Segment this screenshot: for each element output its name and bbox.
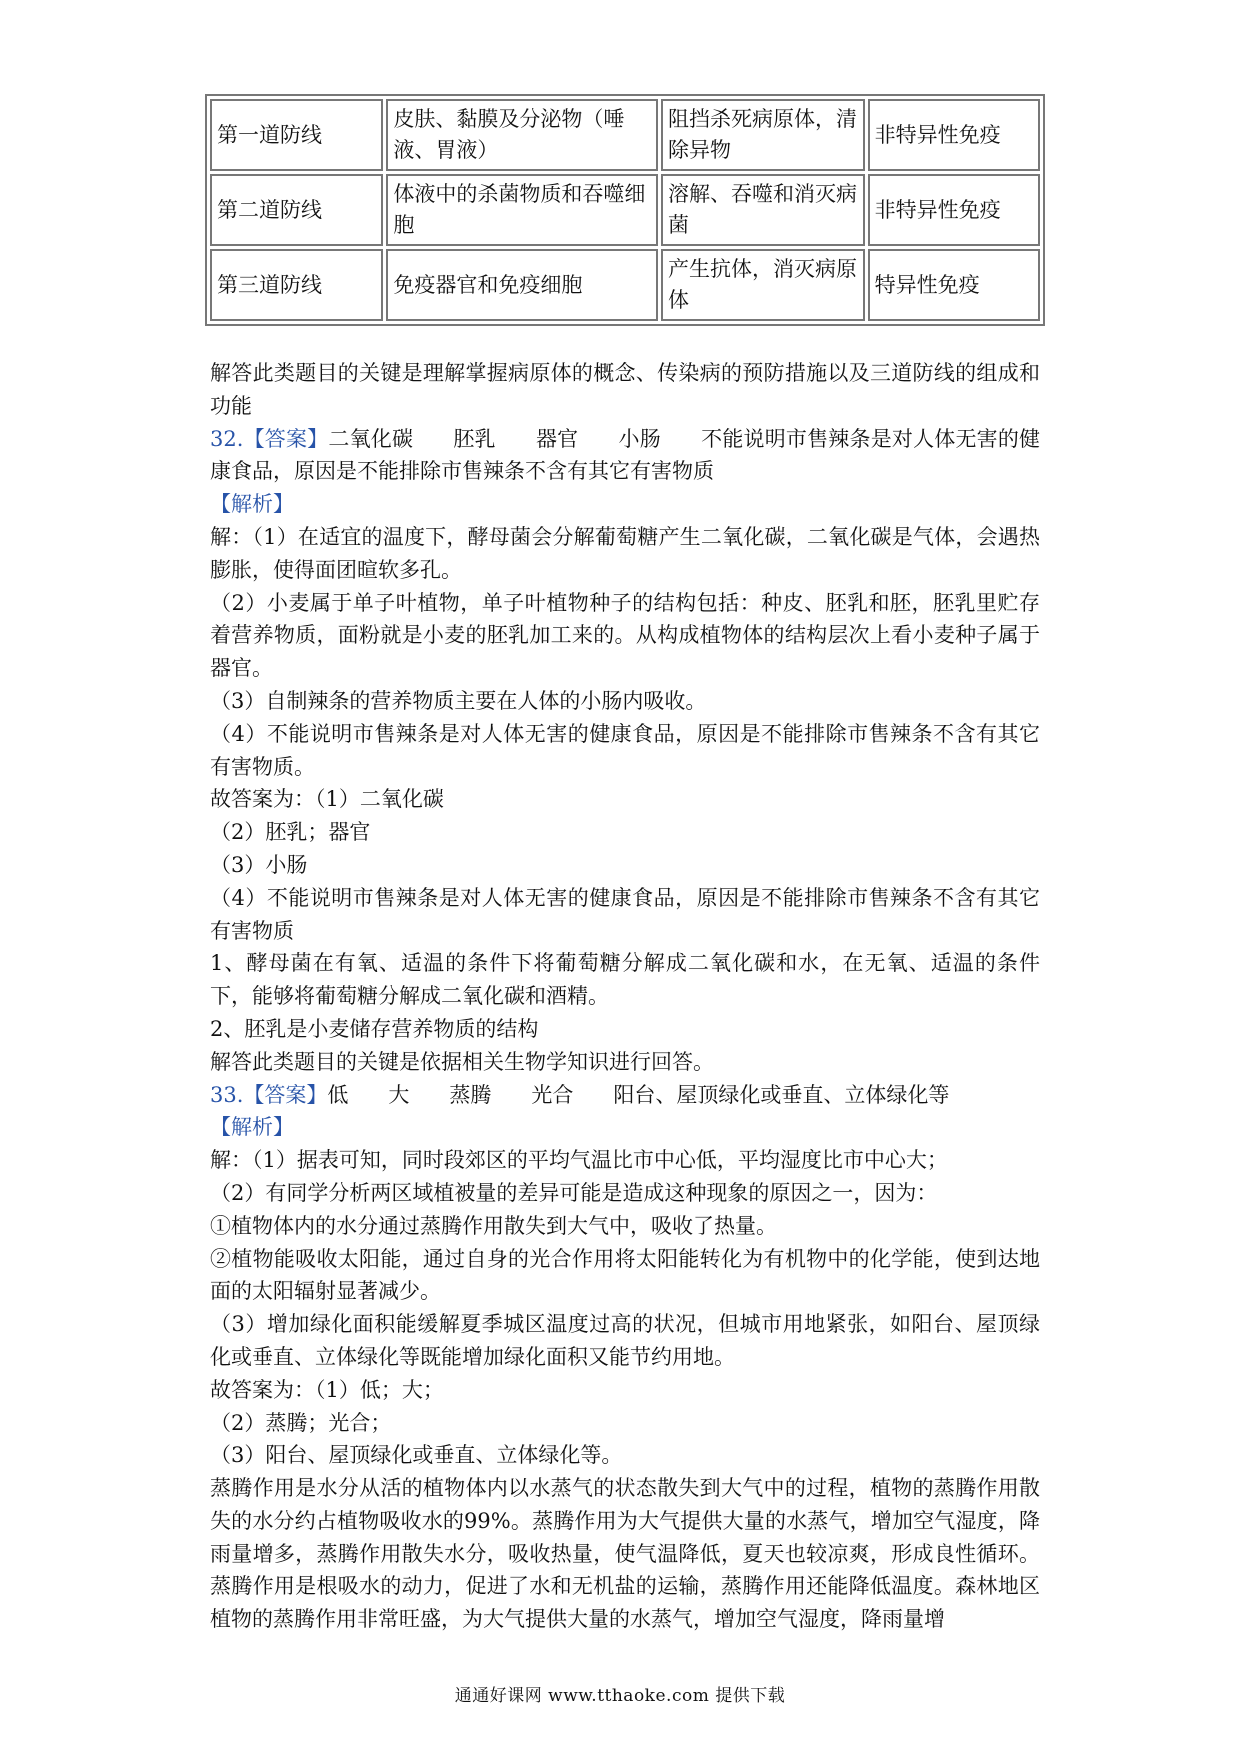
analysis-line: 1、酵母菌在有氧、适温的条件下将葡萄糖分解成二氧化碳和水，在无氧、适温的条件下，能够将葡萄糖分解成二氧化碳和酒精。 bbox=[210, 951, 1040, 1009]
intro-paragraph: 解答此类题目的关键是理解掌握病原体的概念、传染病的预防措施以及三道防线的组成和功能 bbox=[210, 361, 1040, 418]
table-cell: 特异性免疫 bbox=[868, 249, 1040, 321]
q33-answer-line bbox=[210, 1079, 1040, 1112]
analysis-line: （2）有同学分析两区域植被量的差异可能是造成这种现象的原因之一，因为： bbox=[210, 1180, 938, 1205]
analysis-line: （2）蒸腾；光合； bbox=[210, 1410, 392, 1435]
analysis-tag: 【解析】 bbox=[210, 492, 294, 517]
table-cell: 体液中的杀菌物质和吞噬细胞 bbox=[386, 174, 658, 246]
analysis-line: 2、胚乳是小麦储存营养物质的结构 bbox=[210, 1016, 539, 1041]
analysis-line: （2）小麦属于单子叶植物，单子叶植物种子的结构包括：种皮、胚乳和胚，胚乳里贮存着营养物质，面粉就是小麦的胚乳加工来的。从构成植物体的结构层次上看小麦种子属于器官。 bbox=[210, 590, 1040, 681]
q33-number: 33. bbox=[210, 1082, 244, 1107]
q32-answer-line bbox=[210, 423, 1040, 489]
table-cell: 皮肤、黏膜及分泌物（唾液、胃液） bbox=[386, 99, 658, 171]
answer-value: 蒸腾 bbox=[449, 1082, 492, 1107]
answer-value: 胚乳 bbox=[453, 426, 496, 451]
table-cell: 第二道防线 bbox=[210, 174, 383, 246]
analysis-line: 解答此类题目的关键是依据相关生物学知识进行回答。 bbox=[210, 1049, 714, 1074]
answer-value: 不能说明市售辣条是对人体无害的健康食品，原因是不能排除市售辣条不含有其它有害物质 bbox=[210, 426, 1041, 484]
table-cell: 非特异性免疫 bbox=[868, 174, 1040, 246]
analysis-line: （3）阳台、屋顶绿化或垂直、立体绿化等。 bbox=[210, 1443, 623, 1468]
analysis-line: （4）不能说明市售辣条是对人体无害的健康食品，原因是不能排除市售辣条不含有其它有害物质 bbox=[210, 885, 1040, 943]
page-footer: 通通好课网 www.tthaoke.com 提供下载 bbox=[454, 1686, 786, 1706]
table-cell: 阻挡杀死病原体，清除异物 bbox=[661, 99, 865, 171]
table-row bbox=[210, 174, 1040, 246]
answer-tag: 【答案】 bbox=[243, 426, 329, 451]
answer-value: 二氧化碳 bbox=[328, 426, 414, 451]
table-cell: 溶解、吞噬和消灭病菌 bbox=[661, 174, 865, 246]
answer-value: 光合 bbox=[531, 1082, 574, 1107]
analysis-line: 故答案为：（1）低；大； bbox=[210, 1377, 444, 1402]
answer-value: 小肠 bbox=[618, 426, 661, 451]
analysis-line: ①植物体内的水分通过蒸腾作用散失到大气中，吸收了热量。 bbox=[210, 1213, 777, 1238]
answer-tag: 【答案】 bbox=[243, 1082, 328, 1107]
analysis-line: 蒸腾作用是水分从活的植物体内以水蒸气的状态散失到大气中的过程，植物的蒸腾作用散失的水分约占植物吸收水的99%。蒸腾作用为大气提供大量的水蒸气，增加空气湿度，降雨量增多，蒸腾作用散失水分，吸收热量，使气温降低，夏天也较凉爽，形成良性循环。蒸腾作用是根吸水的动力，促进了水和无机盐的运输，蒸腾作用还能降低温度。森林地区植物的蒸腾作用非常旺盛，为大气提供大量的水蒸气，增加空气湿度，降雨量增 bbox=[210, 1476, 1040, 1632]
answer-body bbox=[210, 357, 1040, 1636]
analysis-line: （3）增加绿化面积能缓解夏季城区温度过高的状况，但城市用地紧张，如阳台、屋顶绿化或垂直、立体绿化等既能增加绿化面积又能节约用地。 bbox=[210, 1312, 1040, 1369]
table-cell: 非特异性免疫 bbox=[868, 99, 1040, 171]
analysis-line: 故答案为：（1）二氧化碳 bbox=[210, 787, 444, 812]
analysis-line: （3）小肠 bbox=[210, 852, 308, 877]
analysis-line: 解：（1）据表可知，同时段郊区的平均气温比市中心低，平均湿度比市中心大； bbox=[210, 1148, 948, 1173]
answer-value: 器官 bbox=[535, 426, 579, 451]
table-cell: 产生抗体，消灭病原体 bbox=[661, 249, 865, 321]
analysis-line: （2）胚乳；器官 bbox=[210, 820, 371, 845]
analysis-line: （4）不能说明市售辣条是对人体无害的健康食品，原因是不能排除市售辣条不含有其它有害物质。 bbox=[210, 721, 1040, 779]
analysis-line: ②植物能吸收太阳能，通过自身的光合作用将太阳能转化为有机物中的化学能，使到达地面的太阳辐射显著减少。 bbox=[210, 1246, 1040, 1304]
analysis-line: （3）自制辣条的营养物质主要在人体的小肠内吸收。 bbox=[210, 688, 707, 713]
defense-lines-table bbox=[205, 94, 1045, 326]
table-cell: 第三道防线 bbox=[210, 249, 383, 321]
table-cell: 免疫器官和免疫细胞 bbox=[386, 249, 658, 321]
table-row bbox=[210, 99, 1040, 171]
analysis-tag: 【解析】 bbox=[210, 1115, 294, 1140]
analysis-line: 解：（1）在适宜的温度下，酵母菌会分解葡萄糖产生二氧化碳，二氧化碳是气体，会遇热膨胀，使得面团暄软多孔。 bbox=[210, 524, 1040, 582]
q32-number: 32. bbox=[210, 426, 244, 451]
table-row bbox=[210, 249, 1040, 321]
table-cell: 第一道防线 bbox=[210, 99, 383, 171]
answer-value: 低 bbox=[327, 1082, 349, 1107]
answer-value: 大 bbox=[388, 1082, 410, 1107]
answer-value: 阳台、屋顶绿化或垂直、立体绿化等 bbox=[613, 1082, 950, 1107]
